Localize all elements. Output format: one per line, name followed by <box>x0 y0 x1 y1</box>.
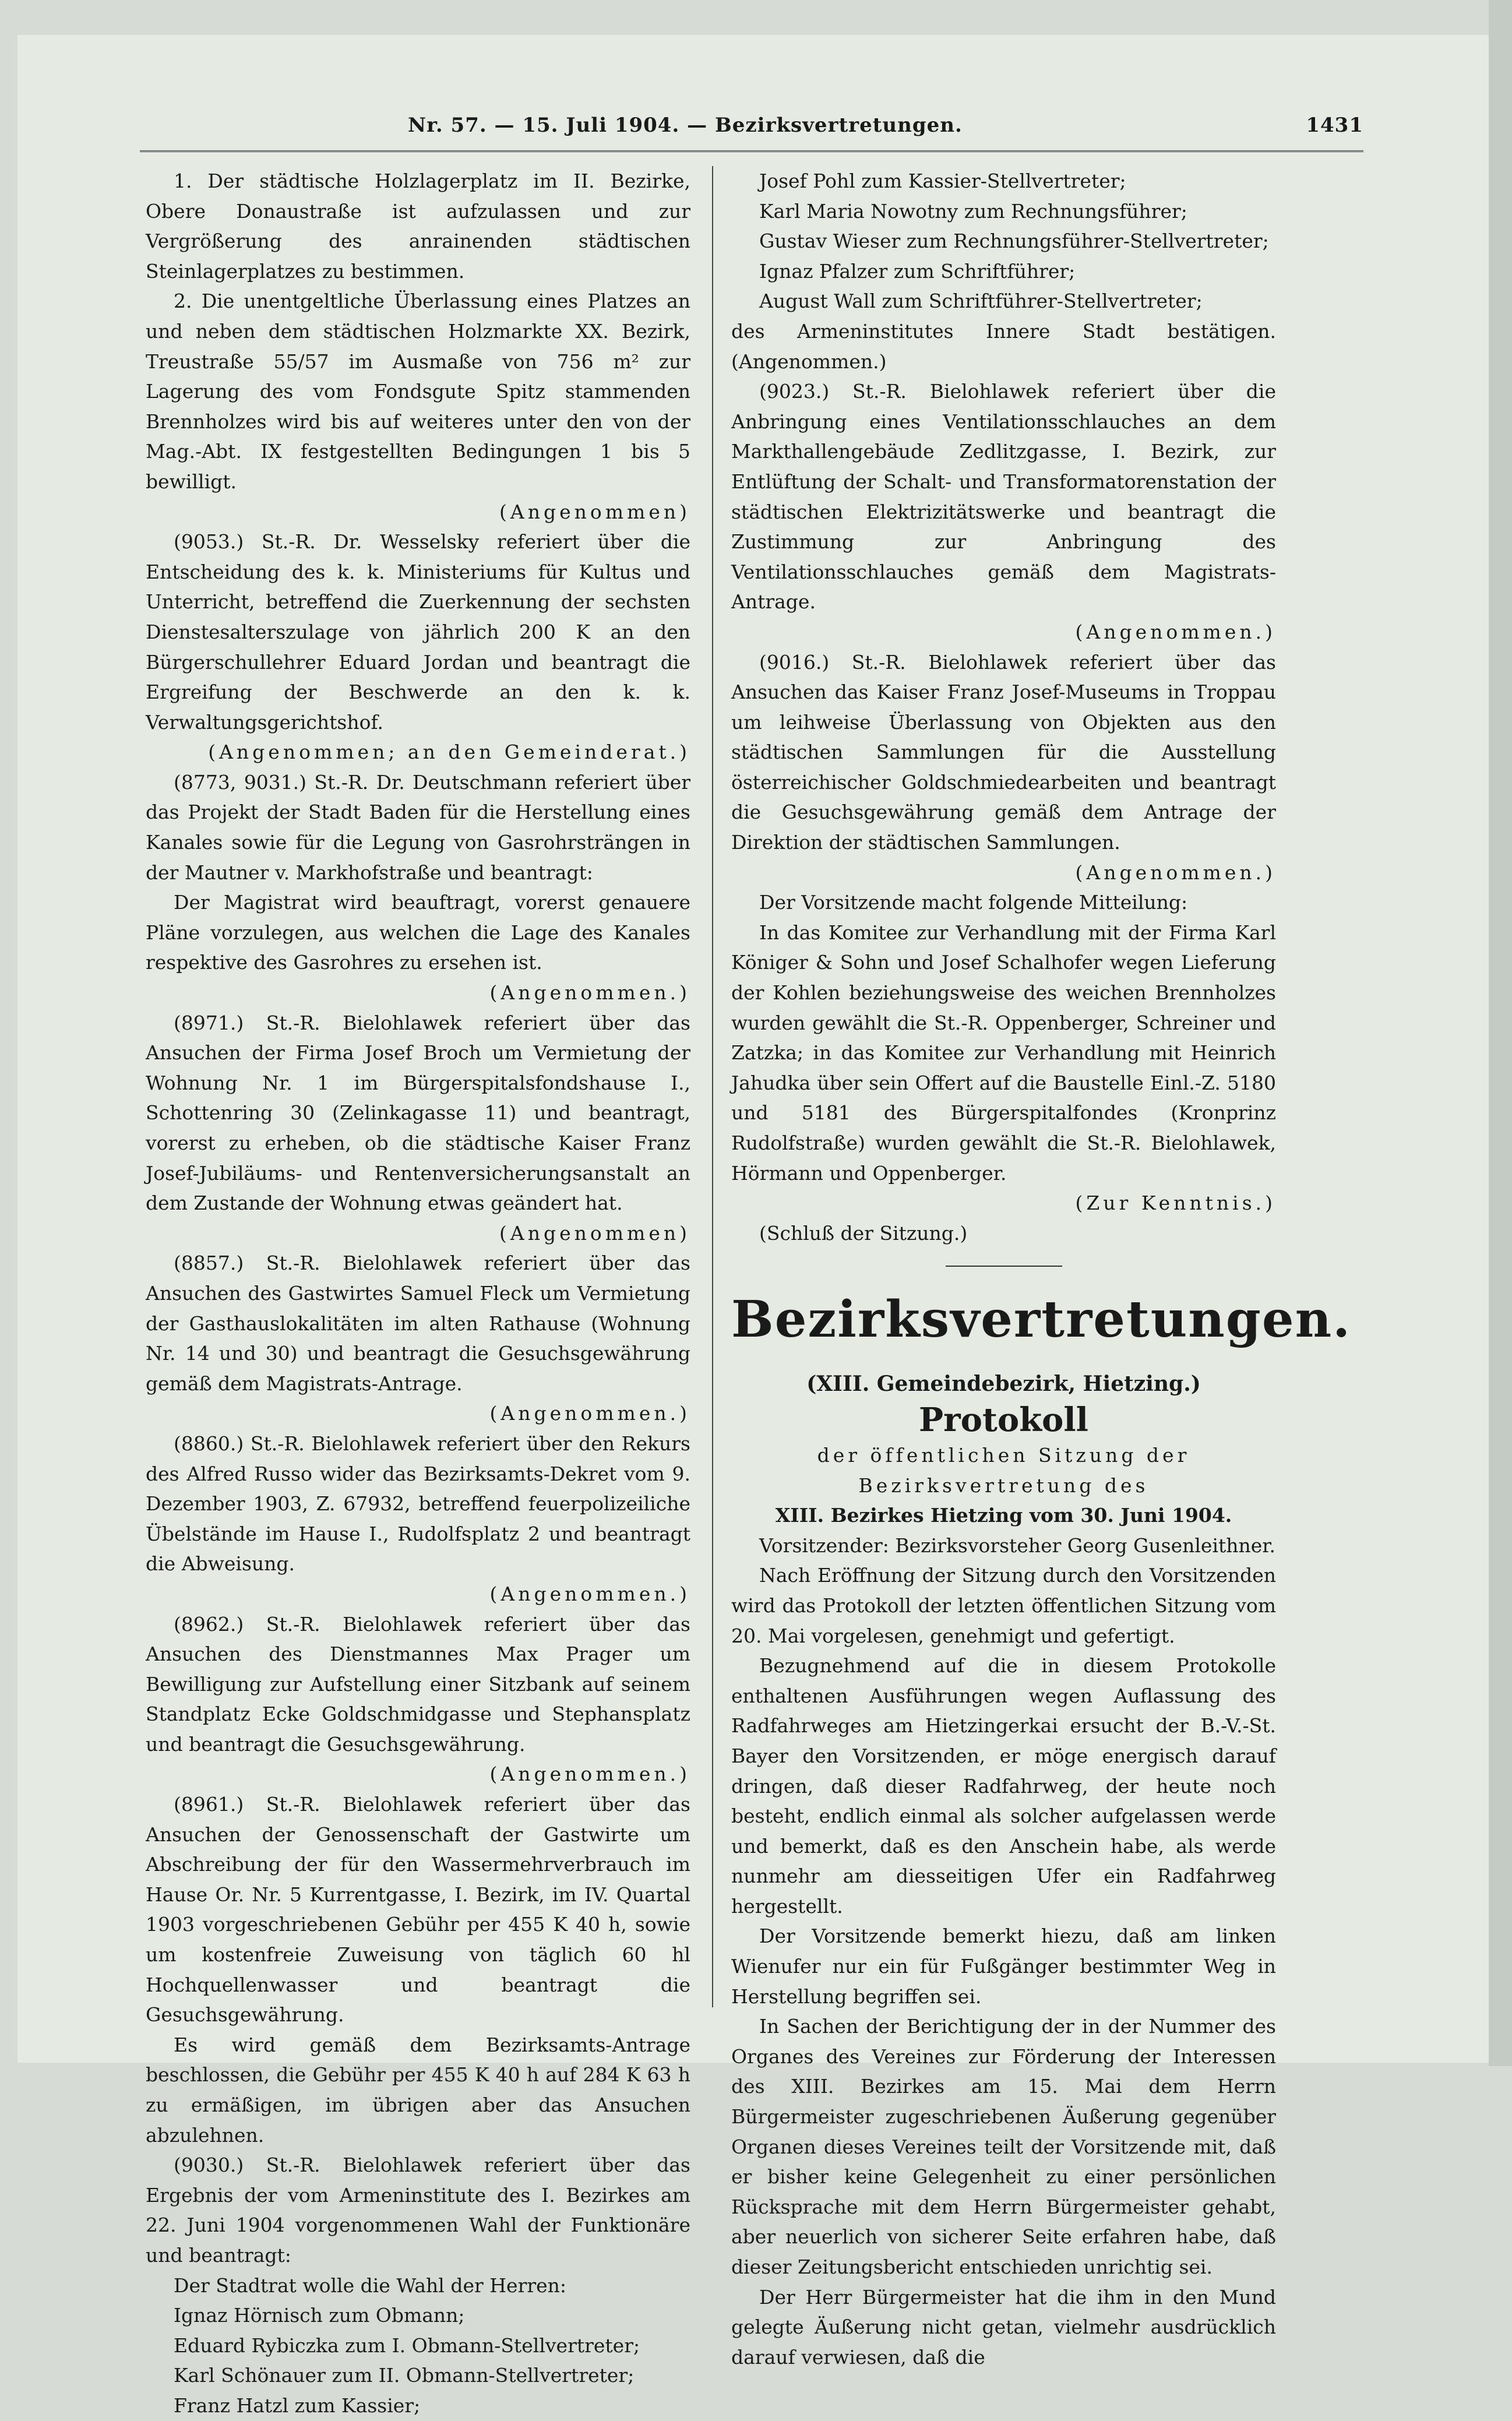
protocol-line-1: der öffentlichen Sitzung der Bezirksvertretung des <box>817 1443 1190 1497</box>
resolution-note: (Angenommen.) <box>489 1582 690 1605</box>
list-item: August Wall zum Schriftführer-Stellvertreter; <box>759 290 1203 313</box>
list-item: Eduard Rybiczka zum I. Obmann-Stellvertreter; <box>174 2334 640 2357</box>
paragraph: Bezugnehmend auf die in diesem Protokolle enthaltenen Ausführungen wegen Auflassung des Radfahrweges am Hietzingerkai ersucht der B.-V.-St. Bayer den Vorsitzenden, er möge energisch darauf dringen, daß dieser Radfahrweg, der heute noch besteht, endlich einmal als solcher aufgelassen werde und bemerkt, daß es den Anschein habe, als werde nunmehr am diesseitigen Ufer ein Radfahrweg hergestellt. <box>731 1654 1276 1918</box>
list-item: Ignaz Pfalzer zum Schriftführer; <box>759 259 1076 283</box>
paragraph: Der Magistrat wird beauftragt, vorerst genauere Pläne vorzulegen, aus welchen die Lage des Kanales respektive des Gasrohres zu ersehen ist. <box>146 891 690 974</box>
resolution-note: (Angenommen.) <box>489 981 690 1005</box>
paragraph: 2. Die unentgeltliche Überlassung eines Platzes an und neben dem städtischen Holzmarkte XX. Bezirk, Treustraße 55/57 im Ausmaße von 756 m² zur Lagerung des vom Fondsgute Spitz stammenden Brennholzes wird bis auf weiteres unter den von der Mag.-Abt. IX festgestellten Bedingungen 1 bis 5 bewilligt. <box>146 290 690 493</box>
resolution-note: (Angenommen.) <box>1075 620 1276 643</box>
column-divider <box>712 166 713 2007</box>
header-title: Nr. 57. — 15. Juli 1904. — Bezirksvertretungen. <box>408 114 963 137</box>
resolution-note: (Angenommen.) <box>489 1402 690 1425</box>
paragraph: (9053.) St.-R. Dr. Wesselsky referiert über die Entscheidung des k. k. Ministeriums für Kultus und Unterricht, betreffend die Zuerkennung der sechsten Dienstesalterszulage von jährlich 200 K an den Bürgerschullehrer Eduard Jordan und beantragt die Ergreifung der Beschwerde an den k. k. Verwaltungsgerichtshof. <box>146 530 690 734</box>
paragraph: (9016.) St.-R. Bielohlawek referiert über das Ansuchen das Kaiser Franz Josef-Museums in Troppau um leihweise Überlassung von Objekten aus den städtischen Sammlungen für die Ausstellung österreichischer Goldschmiedearbeiten und beantragt die Gesuchsgewährung gemäß dem Antrage der Direktion der städtischen Sammlungen. <box>731 650 1276 854</box>
paragraph: Nach Eröffnung der Sitzung durch den Vorsitzenden wird das Protokoll der letzten öffentlichen Sitzung vom 20. Mai vorgelesen, genehmigt und gefertigt. <box>731 1564 1276 1647</box>
page-number: 1431 <box>1306 114 1363 137</box>
right-column <box>731 166 1352 2369</box>
list-item: Josef Pohl zum Kassier-Stellvertreter; <box>759 170 1126 192</box>
header-rule <box>140 150 1363 152</box>
page-edge <box>1489 0 1512 2066</box>
paragraph: (8961.) St.-R. Bielohlawek referiert über das Ansuchen der Genossenschaft der Gastwirte um Abschreibung der für den Wassermehrverbrauch im Hause Or. Nr. 5 Kurrentgasse, I. Bezirk, im IV. Quartal 1903 vorgeschriebenen Gebühr per 455 K 40 h, sowie um kostenfreie Zuweisung von täglich 60 hl Hochquellenwasser und beantragt die Gesuchsgewährung. <box>146 1793 690 2027</box>
paragraph: (8857.) St.-R. Bielohlawek referiert über das Ansuchen des Gastwirtes Samuel Fleck um Vermietung der Gasthauslokalitäten im alten Rathause (Wohnung Nr. 14 und 30) und beantragt die Gesuchsgewährung gemäß dem Magistrats-Antrage. <box>146 1252 690 1395</box>
section-rule <box>946 1266 1062 1267</box>
paragraph: (Schluß der Sitzung.) <box>759 1221 968 1245</box>
resolution-note: (Angenommen; an den Gemeinderat.) <box>208 741 690 764</box>
protocol-line-2: XIII. Bezirkes Hietzing vom 30. Juni 1904. <box>775 1504 1232 1527</box>
list-item: Karl Maria Nowotny zum Rechnungsführer; <box>759 199 1187 223</box>
left-column <box>146 166 690 2417</box>
paragraph: (9023.) St.-R. Bielohlawek referiert über die Anbringung eines Ventilationsschlauches an dem Markthallengebäude Zedlitzgasse, I. Bezirk, zur Entlüftung der Schalt- und Transformatorenstation der städtischen Elektrizitätswerke und beantragt die Zustimmung zur Anbringung des Ventilationsschlauches gemäß dem Magistrats-Antrage. <box>731 380 1276 614</box>
list-item: Gustav Wieser zum Rechnungsführer-Stellvertreter; <box>759 230 1269 253</box>
paragraph: (8773, 9031.) St.-R. Dr. Deutschmann referiert über das Projekt der Stadt Baden für die Herstellung eines Kanales sowie für die Legung von Gasrohrsträngen in der Mautner v. Markhofstraße und beantragt: <box>146 770 690 884</box>
paragraph: (8971.) St.-R. Bielohlawek referiert über das Ansuchen der Firma Josef Broch um Vermietung der Wohnung Nr. 1 im Bürgerspitalsfondshause I., Schottenring 30 (Zelinkagasse 11) und beantragt, vorerst zu erheben, ob die städtische Kaiser Franz Josef-Jubiläums- und Rentenversicherungsanstalt an dem Zustande der Wohnung etwas geändert hat. <box>146 1011 690 1215</box>
section-subtitle: (XIII. Gemeindebezirk, Hietzing.) <box>806 1372 1201 1397</box>
paragraph: Der Vorsitzende bemerkt hiezu, daß am linken Wienufer nur ein für Fußgänger bestimmter Weg in Herstellung begriffen sei. <box>731 1925 1276 2008</box>
resolution-note: (Zur Kenntnis.) <box>1075 1192 1276 1215</box>
page-header <box>408 114 1363 137</box>
list-item: Ignaz Hörnisch zum Obmann; <box>174 2304 465 2327</box>
protocol-heading: Protokoll <box>919 1400 1088 1439</box>
paragraph: Der Stadtrat wolle die Wahl der Herren: <box>174 2274 567 2297</box>
section-title: Bezirksvertretungen. <box>731 1290 1352 1349</box>
resolution-note: (Angenommen.) <box>489 1763 690 1786</box>
resolution-note: (Angenommen) <box>499 500 690 523</box>
list-item: Karl Schönauer zum II. Obmann-Stellvertreter; <box>174 2364 635 2387</box>
paragraph: (9030.) St.-R. Bielohlawek referiert über das Ergebnis der vom Armeninstitute des I. Bezirkes am 22. Juni 1904 vorgenommenen Wahl der Funktionäre und beantragt: <box>146 2154 690 2267</box>
chair-line: Vorsitzender: Bezirksvorsteher Georg Gusenleithner. <box>759 1534 1275 1557</box>
paragraph: In das Komitee zur Verhandlung mit der Firma Karl Königer & Sohn und Josef Schalhofer wegen Lieferung der Kohlen beziehungsweise des weichen Brennholzes wurden gewählt die St.-R. Oppenberger, Schreiner und Zatzka; in das Komitee zur Verhandlung mit Heinrich Jahudka über sein Offert auf die Baustelle Einl.-Z. 5180 und 5181 des Bürgerspitalfondes (Kronprinz Rudolfstraße) wurden gewählt die St.-R. Bielohlawek, Hörmann und Oppenberger. <box>731 921 1276 1185</box>
paragraph: Es wird gemäß dem Bezirksamts-Antrage beschlossen, die Gebühr per 455 K 40 h auf 284 K 63 h zu ermäßigen, im übrigen aber das Ansuchen abzulehnen. <box>146 2033 690 2147</box>
paragraph: des Armeninstitutes Innere Stadt bestätigen. (Angenommen.) <box>731 319 1276 373</box>
paragraph: In Sachen der Berichtigung der in der Nummer des Organes des Vereines zur Förderung der Interessen des XIII. Bezirkes am 15. Mai dem Herrn Bürgermeister zugeschriebenen Äußerung gegenüber Organen dieses Vereines teilt der Vorsitzende mit, daß er bisher keine Gelegenheit zu einer persönlichen Rücksprache mit dem Herrn Bürgermeister gehabt, aber neuerlich von sicherer Seite erfahren habe, daß dieser Zeitungsbericht entschieden unrichtig sei. <box>731 2015 1276 2278</box>
list-item: Franz Hatzl zum Kassier; <box>174 2394 421 2417</box>
paragraph: (8962.) St.-R. Bielohlawek referiert über das Ansuchen des Dienstmannes Max Prager um Bewilligung zur Aufstellung einer Sitzbank auf seinem Standplatz Ecke Goldschmidgasse und Stephansplatz und beantragt die Gesuchsgewährung. <box>146 1612 690 1756</box>
paragraph: (8860.) St.-R. Bielohlawek referiert über den Rekurs des Alfred Russo wider das Bezirksamts-Dekret vom 9. Dezember 1903, Z. 67932, betreffend feuerpolizeiliche Übelstände im Hause I., Rudolfsplatz 2 und beantragt die Abweisung. <box>146 1432 690 1576</box>
resolution-note: (Angenommen) <box>499 1221 690 1245</box>
paragraph: Der Herr Bürgermeister hat die ihm in den Mund gelegte Äußerung nicht getan, vielmehr ausdrücklich darauf verwiesen, daß die <box>731 2285 1276 2369</box>
resolution-note: (Angenommen.) <box>1075 861 1276 884</box>
paragraph: 1. Der städtische Holzlagerplatz im II. Bezirke, Obere Donaustraße ist aufzulassen und zur Vergrößerung des anrainenden städtischen Steinlagerplatzes zu bestimmen. <box>146 170 690 283</box>
paragraph: Der Vorsitzende macht folgende Mitteilung: <box>759 891 1188 914</box>
